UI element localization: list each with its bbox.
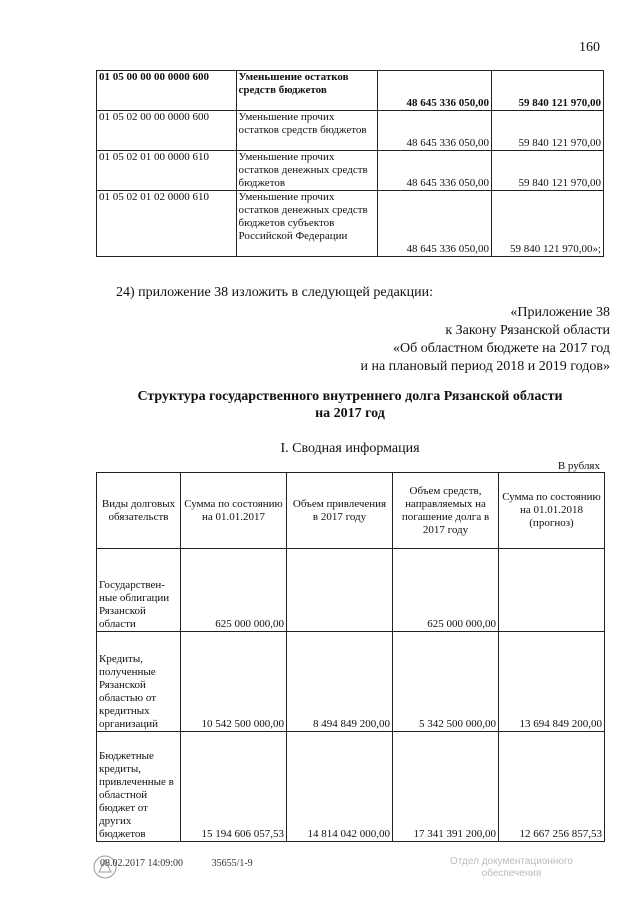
amount-cell: 8 494 849 200,00 [287, 632, 393, 732]
footer-doc-number: 35655/1-9 [211, 858, 253, 869]
amount-2018: 48 645 336 050,00 [378, 71, 492, 111]
amount-2018: 48 645 336 050,00 [378, 191, 492, 257]
budget-code: 01 05 00 00 00 0000 600 [97, 71, 237, 111]
column-header: Сумма по состоянию на 01.01.2018 (прогноз) [499, 473, 605, 549]
amount-cell: 625 000 000,00 [181, 549, 287, 632]
document-title-line: Структура государственного внутреннего долга Рязанской области [137, 389, 563, 404]
amount-cell: 17 341 391 200,00 [393, 732, 499, 842]
column-header: Объем средств, направляемых на погашение долга в 2017 году [393, 473, 499, 549]
department-stamp [450, 856, 573, 880]
amount-cell [287, 549, 393, 632]
annex-reference [360, 304, 610, 376]
table-row [97, 191, 604, 257]
amount-2019: 59 840 121 970,00 [492, 151, 604, 191]
unit-label: В рублях [557, 460, 600, 472]
annex-line: к Закону Рязанской области [445, 323, 610, 338]
amount-cell: 5 342 500 000,00 [393, 632, 499, 732]
amount-2018: 48 645 336 050,00 [378, 151, 492, 191]
amount-2019: 59 840 121 970,00 [492, 111, 604, 151]
budget-code: 01 05 02 01 00 0000 610 [97, 151, 237, 191]
amount-cell: 625 000 000,00 [393, 549, 499, 632]
amendment-item: 24) приложение 38 изложить в следующей редакции: [116, 285, 433, 300]
column-header: Объем привлечения в 2017 году [287, 473, 393, 549]
page-number: 160 [579, 40, 600, 55]
amount-cell: 12 667 256 857,53 [499, 732, 605, 842]
table-row [97, 732, 605, 842]
annex-line: «Приложение 38 [510, 305, 610, 320]
footer-meta [100, 858, 279, 869]
stamp-line: обеспечения [481, 868, 542, 879]
debt-structure-table [96, 472, 605, 842]
amount-cell: 15 194 606 057,53 [181, 732, 287, 842]
column-header: Виды долговых обязательств [97, 473, 181, 549]
row-name: Уменьшение прочих остатков денежных средств бюджетов субъектов Российской Федерации [236, 191, 378, 257]
amount-cell: 13 694 849 200,00 [499, 632, 605, 732]
amount-cell [499, 549, 605, 632]
document-title [96, 388, 604, 422]
row-name: Уменьшение прочих остатков денежных средств бюджетов [236, 151, 378, 191]
row-name: Уменьшение остатков средств бюджетов [236, 71, 378, 111]
document-title-line: на 2017 год [315, 406, 385, 421]
debt-type: Бюджетные кредиты, привлеченные в областной бюджет от других бюджетов [97, 732, 181, 842]
table-row [97, 549, 605, 632]
table-row [97, 111, 604, 151]
amount-2019: 59 840 121 970,00 [492, 71, 604, 111]
amount-2018: 48 645 336 050,00 [378, 111, 492, 151]
amount-cell: 14 814 042 000,00 [287, 732, 393, 842]
budget-code: 01 05 02 01 02 0000 610 [97, 191, 237, 257]
amount-2019: 59 840 121 970,00»; [492, 191, 604, 257]
debt-type: Государствен-ные облигации Рязанской области [97, 549, 181, 632]
stamp-line: Отдел документационного [450, 856, 573, 867]
row-name: Уменьшение прочих остатков средств бюджетов [236, 111, 378, 151]
debt-type: Кредиты, полученные Рязанской областью от кредитных организаций [97, 632, 181, 732]
amount-cell: 10 542 500 000,00 [181, 632, 287, 732]
footer-timestamp: 08.02.2017 14:09:00 [100, 858, 184, 869]
budget-code: 01 05 02 00 00 0000 600 [97, 111, 237, 151]
table-row [97, 71, 604, 111]
annex-line: «Об областном бюджете на 2017 год [393, 341, 610, 356]
section-title: I. Сводная информация [280, 441, 420, 456]
table-row [97, 151, 604, 191]
table-row [97, 632, 605, 732]
sources-table [96, 70, 604, 257]
column-header: Сумма по состоянию на 01.01.2017 [181, 473, 287, 549]
table-header-row [97, 473, 605, 549]
annex-line: и на плановый период 2018 и 2019 годов» [360, 359, 610, 374]
